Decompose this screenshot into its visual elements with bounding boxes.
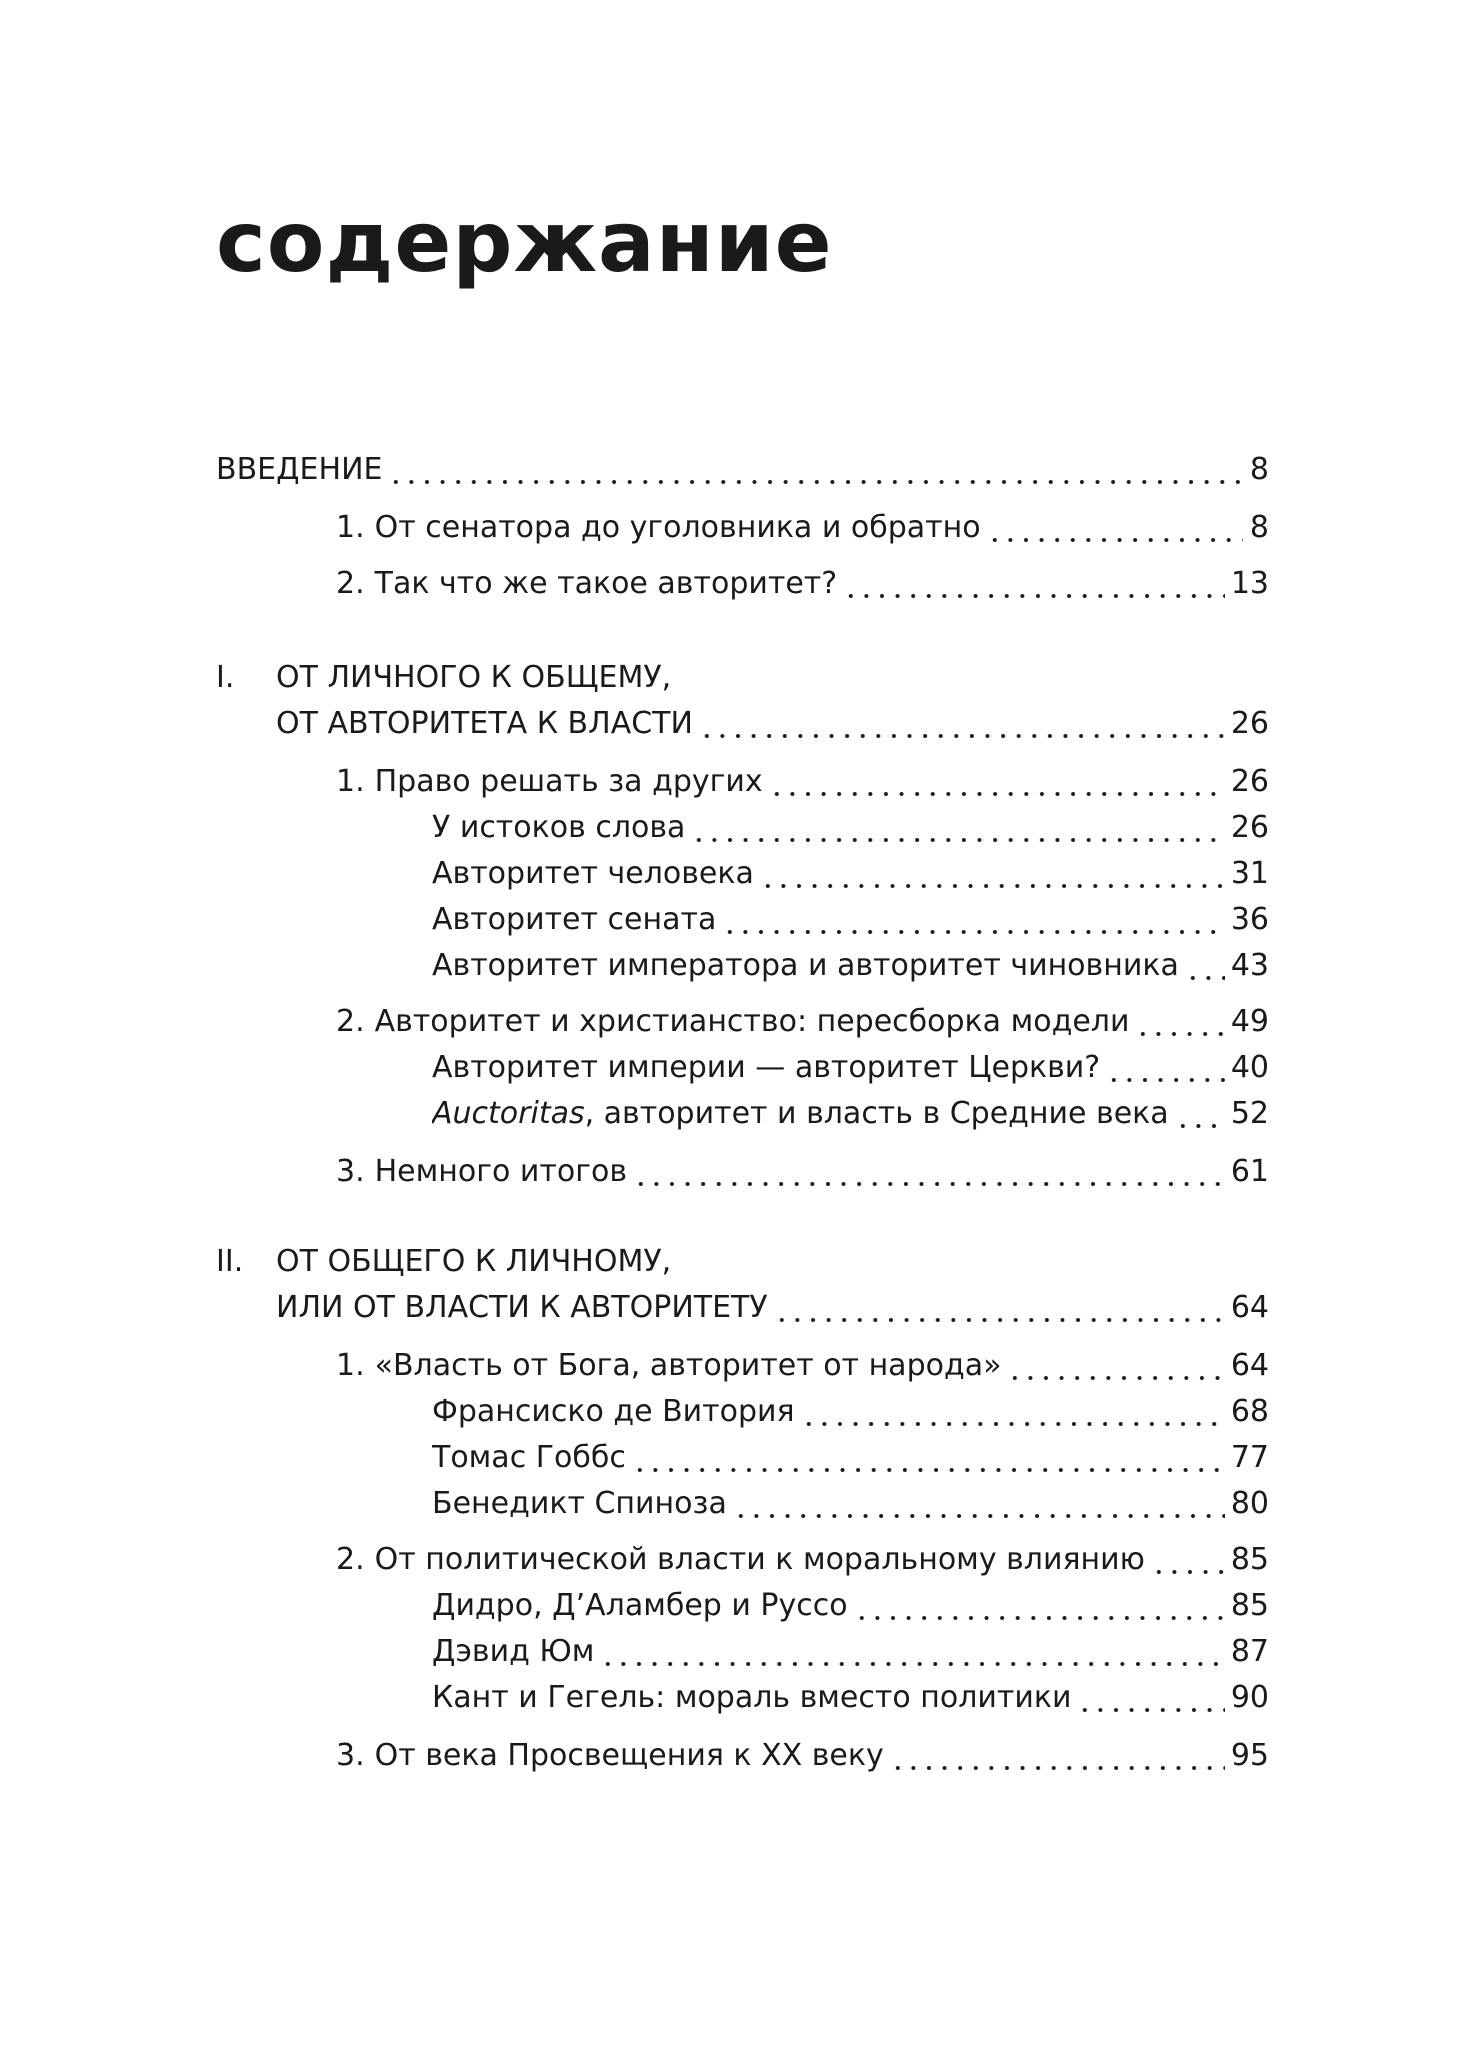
toc-section-number: 3.: [336, 1738, 365, 1773]
toc-entry-label: Авторитет сената: [432, 902, 717, 937]
toc-entry-label: , авторитет и власть в Средние века: [584, 1096, 1169, 1131]
dot-leader: [774, 1286, 1225, 1330]
toc-entry-intro[interactable]: [216, 448, 1269, 492]
toc-entry-part1-1[interactable]: [336, 760, 1269, 804]
dot-leader: [854, 1584, 1225, 1628]
toc-entry-label: Авторитет и христианство: пересборка модели: [374, 1004, 1130, 1039]
toc-page-number: 85: [1230, 1542, 1269, 1577]
dot-leader: [1077, 1676, 1224, 1720]
toc-page-number: 64: [1230, 1348, 1269, 1383]
part-title-line1[interactable]: ОТ ОБЩЕГО К ЛИЧНОМУ,: [276, 1244, 672, 1279]
toc-subentry[interactable]: [432, 1436, 1269, 1480]
toc-page-number: 26: [1230, 764, 1269, 799]
toc-subentry[interactable]: [432, 944, 1269, 988]
toc-entry-label: Немного итогов: [374, 1154, 628, 1189]
toc-section-number: 1.: [336, 510, 365, 545]
part-number: I.: [216, 660, 235, 695]
toc-page-number: 31: [1230, 856, 1269, 891]
toc-section-number: 1.: [336, 1348, 365, 1383]
toc-page-number: 8: [1249, 510, 1269, 545]
toc-entry-label: Авторитет человека: [432, 856, 754, 891]
dot-leader: [633, 1150, 1225, 1194]
part-title-line2: ИЛИ ОТ ВЛАСТИ К АВТОРИТЕТУ: [276, 1290, 768, 1325]
toc-entry-part1-3[interactable]: [336, 1150, 1269, 1194]
toc-subentry[interactable]: [432, 1630, 1269, 1674]
toc-entry-label: Дэвид Юм: [432, 1634, 595, 1669]
toc-page-number: 85: [1230, 1588, 1269, 1623]
toc-page-number: 13: [1230, 566, 1269, 601]
toc-entry-label: От сенатора до уголовника и обратно: [374, 510, 981, 545]
toc-subentry[interactable]: [432, 852, 1269, 896]
toc-section-number: 2.: [336, 566, 365, 601]
toc-entry-part2-3[interactable]: [336, 1734, 1269, 1778]
toc-entry-label-italic: Auctoritas: [432, 1096, 585, 1131]
dot-leader: [1007, 1344, 1224, 1388]
toc-entry-label: Томас Гоббс: [432, 1440, 626, 1475]
dot-leader: [760, 852, 1225, 896]
dot-leader: [1185, 944, 1225, 988]
toc-subentry[interactable]: [432, 1584, 1269, 1628]
toc-entry-label: Авторитет империи — авторитет Церкви?: [432, 1050, 1101, 1085]
toc-entry-label: Кант и Гегель: мораль вместо политики: [432, 1680, 1072, 1715]
toc-page-number: 36: [1230, 902, 1269, 937]
toc-page-number: 68: [1230, 1394, 1269, 1429]
dot-leader: [733, 1482, 1225, 1526]
dot-leader: [600, 1630, 1224, 1674]
toc-subentry[interactable]: [432, 806, 1269, 850]
toc-entry-part1[interactable]: [276, 702, 1269, 746]
toc-entry-intro-1[interactable]: [336, 506, 1269, 550]
toc-page-number: 87: [1230, 1634, 1269, 1669]
toc-subentry[interactable]: [432, 1092, 1269, 1136]
toc-entry-label: «Власть от Бога, авторитет от народа»: [374, 1348, 1002, 1383]
toc-page-number: 40: [1230, 1050, 1269, 1085]
toc-page-number: 95: [1230, 1738, 1269, 1773]
toc-entry-label: Бенедикт Спиноза: [432, 1486, 727, 1521]
toc-entry-label: У истоков слова: [432, 810, 686, 845]
toc-entry-label: Авторитет императора и авторитет чиновника: [432, 948, 1179, 983]
dot-leader: [722, 898, 1224, 942]
toc-section-number: 2.: [336, 1004, 365, 1039]
dot-leader: [801, 1390, 1225, 1434]
toc-entry-intro-2[interactable]: [336, 562, 1269, 606]
toc-subentry[interactable]: [432, 1482, 1269, 1526]
dot-leader: [987, 506, 1243, 550]
toc-entry-part1-2[interactable]: [336, 1000, 1269, 1044]
toc-page-number: 80: [1230, 1486, 1269, 1521]
toc-page-number: 8: [1249, 452, 1269, 487]
toc-entry-label: Так что же такое авторитет?: [374, 566, 838, 601]
toc-entry-label: Право решать за других: [374, 764, 763, 799]
toc-entry-label: ВВЕДЕНИЕ: [216, 452, 383, 487]
toc-entry-label: От политической власти к моральному влиянию: [374, 1542, 1145, 1577]
dot-leader: [890, 1734, 1225, 1778]
dot-leader: [632, 1436, 1225, 1480]
part-title-line2: ОТ АВТОРИТЕТА К ВЛАСТИ: [276, 706, 693, 741]
dot-leader: [1151, 1538, 1225, 1582]
toc-section-number: 1.: [336, 764, 365, 799]
dot-leader: [699, 702, 1225, 746]
toc-page-number: 52: [1230, 1096, 1269, 1131]
dot-leader: [691, 806, 1224, 850]
dot-leader: [1135, 1000, 1224, 1044]
toc-page-number: 49: [1230, 1004, 1269, 1039]
part-number: II.: [216, 1244, 244, 1279]
toc-section-number: 2.: [336, 1542, 365, 1577]
page-title: содержание: [216, 193, 833, 291]
toc-page-number: 64: [1230, 1290, 1269, 1325]
toc-subentry[interactable]: [432, 898, 1269, 942]
dot-leader: [1175, 1092, 1225, 1136]
toc-entry-part2[interactable]: [276, 1286, 1269, 1330]
toc-entry-label: Дидро, Д’Аламбер и Руссо: [432, 1588, 848, 1623]
toc-subentry[interactable]: [432, 1676, 1269, 1720]
toc-entry-label: От века Просвещения к ХХ веку: [374, 1738, 884, 1773]
dot-leader: [388, 448, 1243, 492]
toc-subentry[interactable]: [432, 1046, 1269, 1090]
dot-leader: [1106, 1046, 1225, 1090]
toc-page-number: 90: [1230, 1680, 1269, 1715]
dot-leader: [769, 760, 1225, 804]
toc-section-number: 3.: [336, 1154, 365, 1189]
part-title-line1[interactable]: ОТ ЛИЧНОГО К ОБЩЕМУ,: [276, 660, 672, 695]
toc-entry-part2-2[interactable]: [336, 1538, 1269, 1582]
toc-page-number: 61: [1230, 1154, 1269, 1189]
toc-page-number: 26: [1230, 810, 1269, 845]
toc-page-number: 26: [1230, 706, 1269, 741]
dot-leader: [843, 562, 1225, 606]
toc-page-number: 77: [1230, 1440, 1269, 1475]
toc-entry-part2-1[interactable]: [336, 1344, 1269, 1388]
toc-page-number: 43: [1230, 948, 1269, 983]
toc-entry-label: Франсиско де Витория: [432, 1394, 795, 1429]
toc-subentry[interactable]: [432, 1390, 1269, 1434]
